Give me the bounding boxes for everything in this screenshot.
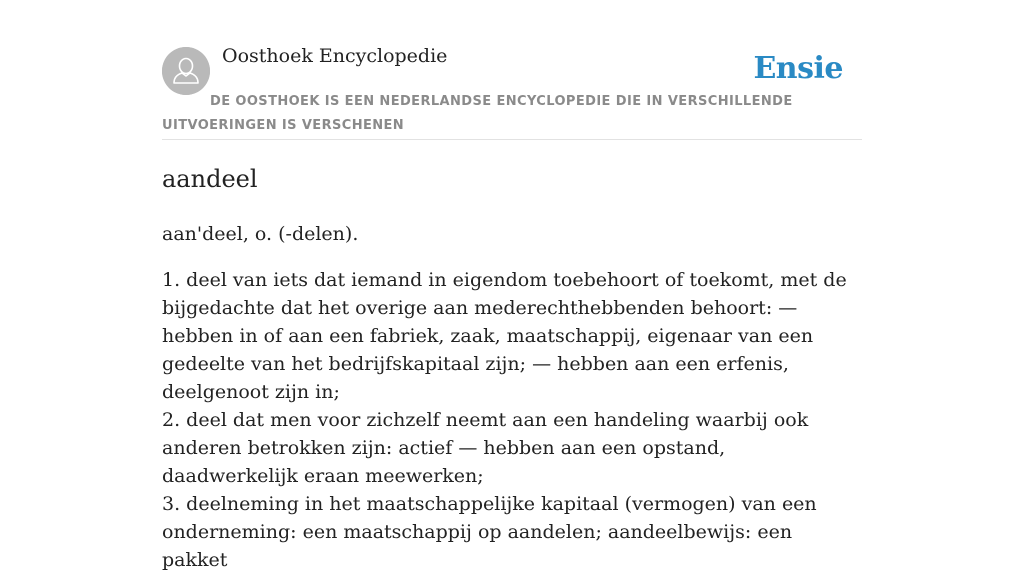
definition-sense-1: 1. deel van iets dat iemand in eigendom toebehoort of toekomt, met de bijgedachte dat het overige aan mederechthebbenden behoort: — hebben in of aan een fabriek, zaak, maatschappij, eigenaar van een gedeelte van het bedrijfskapitaal zijn; — hebben aan een erfenis, deelgenoot zijn in; (162, 269, 847, 403)
user-silhouette-icon[interactable] (162, 47, 210, 95)
site-title-link[interactable]: Oosthoek Encyclopedie (222, 45, 448, 67)
definition-sense-3: 3. deelneming in het maatschappelijke kapitaal (vermogen) van een onderneming: een maatschappij op aandelen; aandeelbewijs: een pakket (162, 493, 817, 571)
entry-definition (162, 266, 862, 574)
ensie-logo-link[interactable]: Ensie (753, 51, 843, 86)
avatar-svg (162, 47, 210, 95)
entry-content (162, 160, 862, 574)
entry-headword: aan'deel, o. (-delen). (162, 223, 359, 245)
site-header (162, 0, 862, 140)
site-description: DE OOSTHOEK IS EEN NEDERLANDSE ENCYCLOPEDIE DIE IN VERSCHILLENDE UITVOERINGEN IS VERSCHENEN (162, 94, 793, 133)
definition-sense-2: 2. deel dat men voor zichzelf neemt aan een handeling waarbij ook anderen betrokken zijn: actief — hebben aan een opstand, daadwerkelijk eraan meewerken; (162, 409, 809, 487)
entry-title: aandeel (162, 165, 258, 193)
